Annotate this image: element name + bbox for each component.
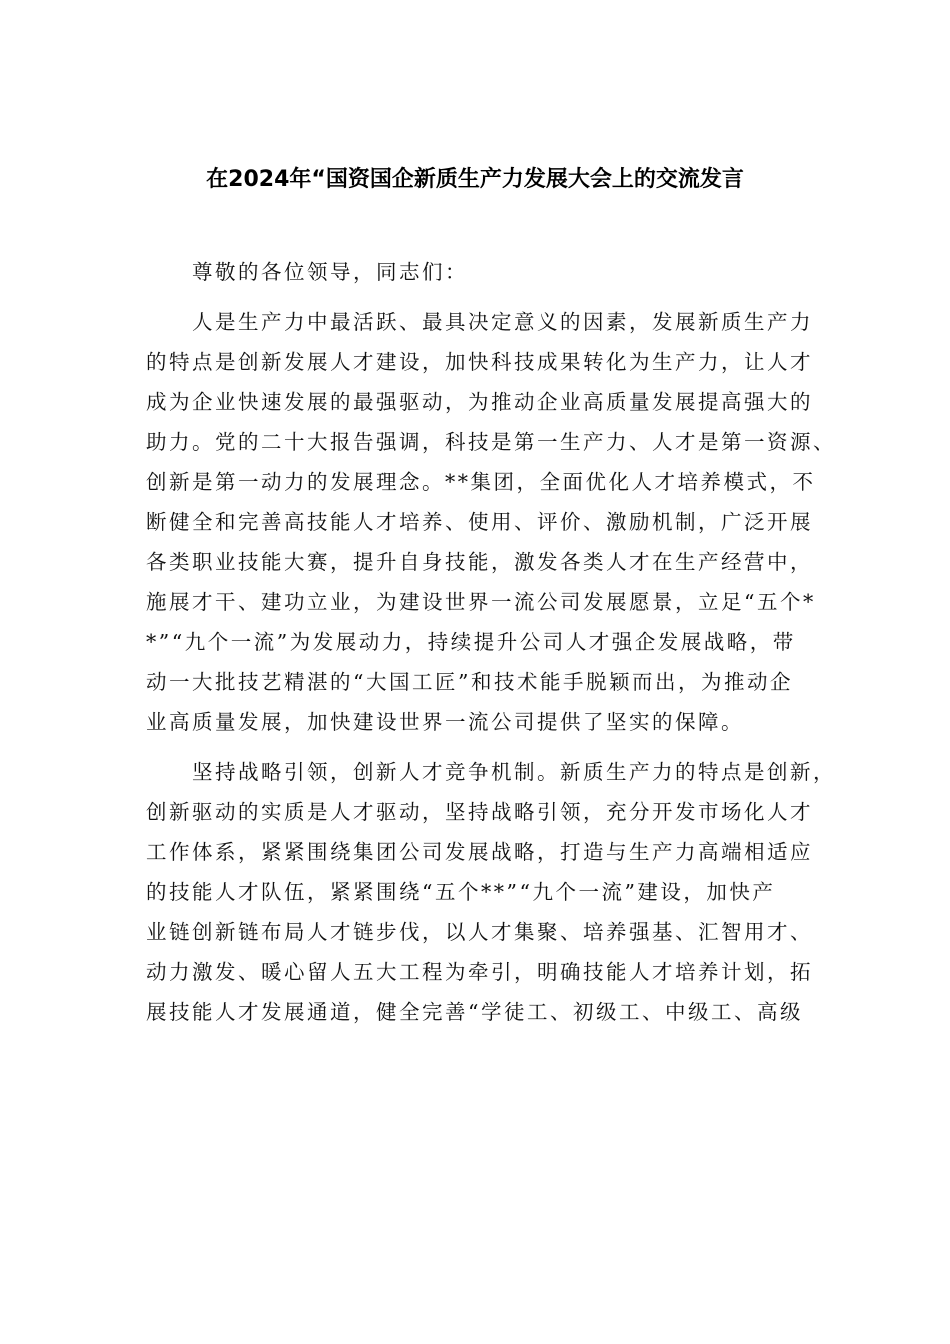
paragraph-1-line: 成为企业快速发展的最强驱动，为推动企业高质量发展提高强大的 — [146, 390, 813, 414]
paragraph-1-line: *”“九个一流”为发展动力，持续提升公司人才强企发展战略，带 — [146, 630, 796, 654]
paragraph-2-line: 工作体系，紧紧围绕集团公司发展战略，打造与生产力高端相适应 — [146, 840, 813, 864]
paragraph-2-line: 的技能人才队伍，紧紧围绕“五个**”“九个一流”建设，加快产 — [146, 880, 776, 904]
paragraph-2-line: 创新驱动的实质是人才驱动，坚持战略引领，充分开发市场化人才 — [146, 800, 813, 824]
paragraph-1-line: 动一大批技艺精湛的“大国工匠”和技术能手脱颖而出，为推动企 — [146, 670, 793, 694]
paragraph-1-line: 业高质量发展，加快建设世界一流公司提供了坚实的保障。 — [146, 710, 744, 734]
paragraph-1-line: 助力。党的二十大报告强调，科技是第一生产力、人才是第一资源、 — [146, 430, 836, 454]
paragraph-1-line: 人是生产力中最活跃、最具决定意义的因素，发展新质生产力 — [192, 310, 813, 334]
paragraph-1-line: 断健全和完善高技能人才培养、使用、评价、激励机制，广泛开展 — [146, 510, 813, 534]
paragraph-1-line: 各类职业技能大赛，提升自身技能，激发各类人才在生产经营中， — [146, 550, 813, 574]
paragraph-1-line: 施展才干、建功立业，为建设世界一流公司发展愿景，立足“五个* — [146, 590, 816, 614]
paragraph-1-line: 的特点是创新发展人才建设，加快科技成果转化为生产力，让人才 — [146, 350, 813, 374]
document-title: 在2024年“国资国企新质生产力发展大会上的交流发言 — [206, 167, 744, 192]
paragraph-2-line: 动力激发、暖心留人五大工程为牵引，明确技能人才培养计划，拓 — [146, 960, 813, 984]
salutation: 尊敬的各位领导，同志们： — [192, 260, 468, 284]
paragraph-2-line: 展技能人才发展通道，健全完善“学徒工、初级工、中级工、高级 — [146, 1000, 803, 1024]
paragraph-2-line: 坚持战略引领，创新人才竞争机制。新质生产力的特点是创新， — [192, 760, 836, 784]
document-body — [146, 252, 836, 1032]
paragraph-2-line: 业链创新链布局人才链步伐，以人才集聚、培养强基、汇智用才、 — [146, 920, 813, 944]
paragraph-1-line: 创新是第一动力的发展理念。**集团，全面优化人才培养模式，不 — [146, 470, 816, 494]
